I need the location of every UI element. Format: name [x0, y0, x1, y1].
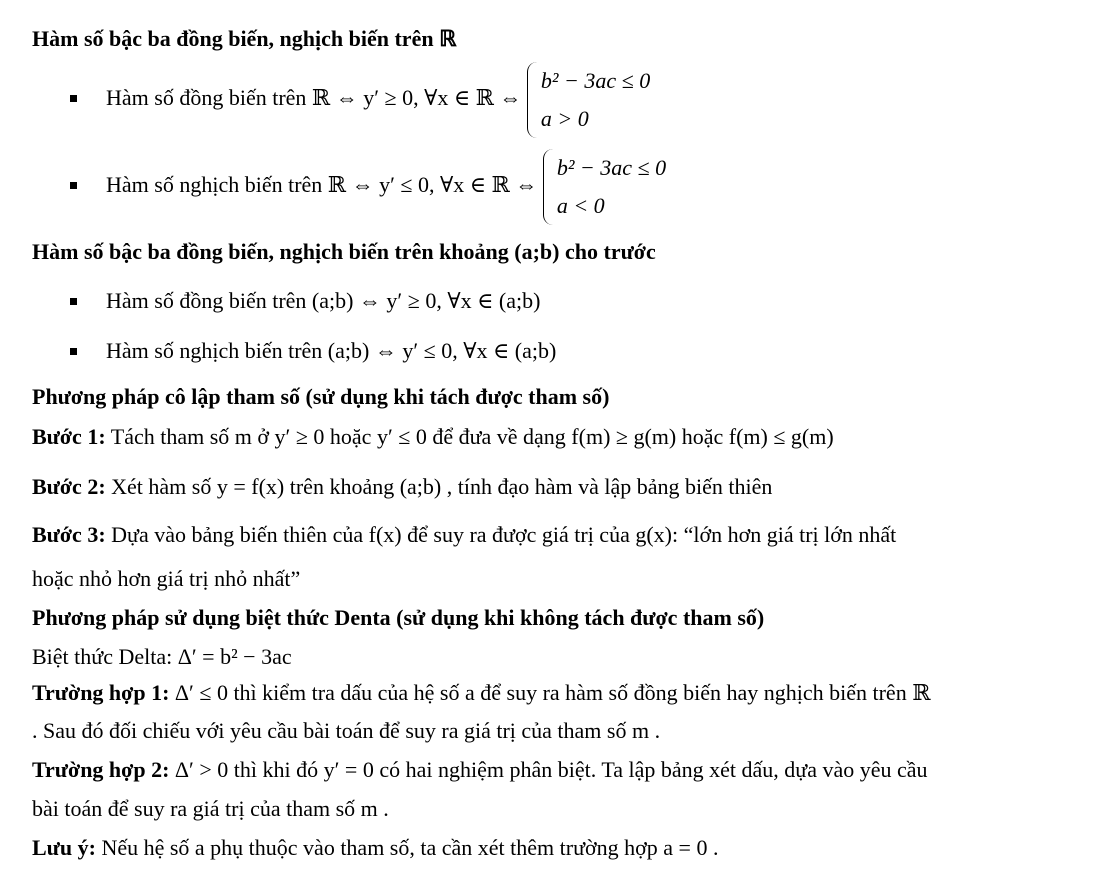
brace-symbol — [543, 149, 556, 225]
brace-symbol — [527, 62, 540, 138]
condition-line: b² − 3ac ≤ 0 — [556, 155, 667, 180]
bullet-text: Hàm số đồng biến trên ℝ ⇔ y′ ≥ 0, ∀x ∈ ℝ ⇔ — [106, 85, 522, 111]
note — [32, 833, 718, 863]
case-label: Trường hợp 1: — [32, 680, 170, 705]
condition-line: a > 0 — [540, 106, 589, 131]
step-3-continued: hoặc nhỏ hơn giá trị nhỏ nhất” — [32, 566, 301, 591]
bullet-decreasing-on-interval: Hàm số nghịch biến trên (a;b) ⇔ y′ ≤ 0, ∀x ∈ (a;b) — [106, 338, 557, 363]
step-label: Bước 3: — [32, 522, 106, 547]
step-2 — [32, 472, 772, 502]
note-label: Lưu ý: — [32, 835, 96, 860]
delta-definition: Biệt thức Delta: Δ′ = b² − 3ac — [32, 644, 292, 669]
bullet-marker — [70, 95, 77, 102]
step-label: Bước 1: — [32, 424, 106, 449]
bullet-increasing-on-interval: Hàm số đồng biến trên (a;b) ⇔ y′ ≥ 0, ∀x ∈ (a;b) — [106, 288, 541, 313]
case-1 — [32, 678, 930, 708]
case-text: Δ′ > 0 thì khi đó y′ = 0 có hai nghiệm phân biệt. Ta lập bảng xét dấu, dựa vào yêu cầu — [169, 757, 928, 782]
section-title-discriminant-method: Phương pháp sử dụng biệt thức Denta (sử dụng khi không tách được tham số) — [32, 605, 765, 630]
bullet-increasing-on-R — [106, 62, 650, 138]
step-text: Dựa vào bảng biến thiên của f(x) để suy ra được giá trị của g(x): “lớn hơn giá trị lớn nhất — [105, 522, 897, 547]
note-text: Nếu hệ số a phụ thuộc vào tham số, ta cần xét thêm trường hợp a = 0 . — [95, 835, 719, 860]
case-2 — [32, 755, 928, 785]
step-text: Xét hàm số y = f(x) trên khoảng (a;b) , tính đạo hàm và lập bảng biến thiên — [105, 474, 773, 499]
section-title-parameter-isolation: Phương pháp cô lập tham số (sử dụng khi tách được tham số) — [32, 384, 610, 409]
bullet-text: Hàm số nghịch biến trên ℝ ⇔ y′ ≤ 0, ∀x ∈ ℝ ⇔ — [106, 172, 538, 198]
bullet-marker — [70, 298, 77, 305]
case-text: Δ′ ≤ 0 thì kiểm tra dấu của hệ số a để suy ra hàm số đồng biến hay nghịch biến trên ℝ — [169, 680, 931, 705]
case-1-continued: . Sau đó đối chiếu với yêu cầu bài toán để suy ra giá trị của tham số m . — [32, 718, 661, 743]
section-title-cubic-monotonic-on-R: Hàm số bậc ba đồng biến, nghịch biến trên ℝ — [32, 26, 457, 51]
step-1 — [32, 422, 834, 452]
condition-line: a < 0 — [556, 193, 605, 218]
condition-line: b² − 3ac ≤ 0 — [540, 68, 651, 93]
step-text: Tách tham số m ở y′ ≥ 0 hoặc y′ ≤ 0 để đưa về dạng f(m) ≥ g(m) hoặc f(m) ≤ g(m) — [105, 424, 834, 449]
condition-system — [543, 149, 666, 225]
case-label: Trường hợp 2: — [32, 757, 170, 782]
step-3 — [32, 520, 896, 550]
step-label: Bước 2: — [32, 474, 106, 499]
section-title-monotonic-on-interval: Hàm số bậc ba đồng biến, nghịch biến trên khoảng (a;b) cho trước — [32, 239, 656, 264]
bullet-decreasing-on-R — [106, 149, 666, 225]
condition-system — [527, 62, 650, 138]
bullet-marker — [70, 348, 77, 355]
case-2-continued: bài toán để suy ra giá trị của tham số m . — [32, 796, 389, 821]
bullet-marker — [70, 182, 77, 189]
